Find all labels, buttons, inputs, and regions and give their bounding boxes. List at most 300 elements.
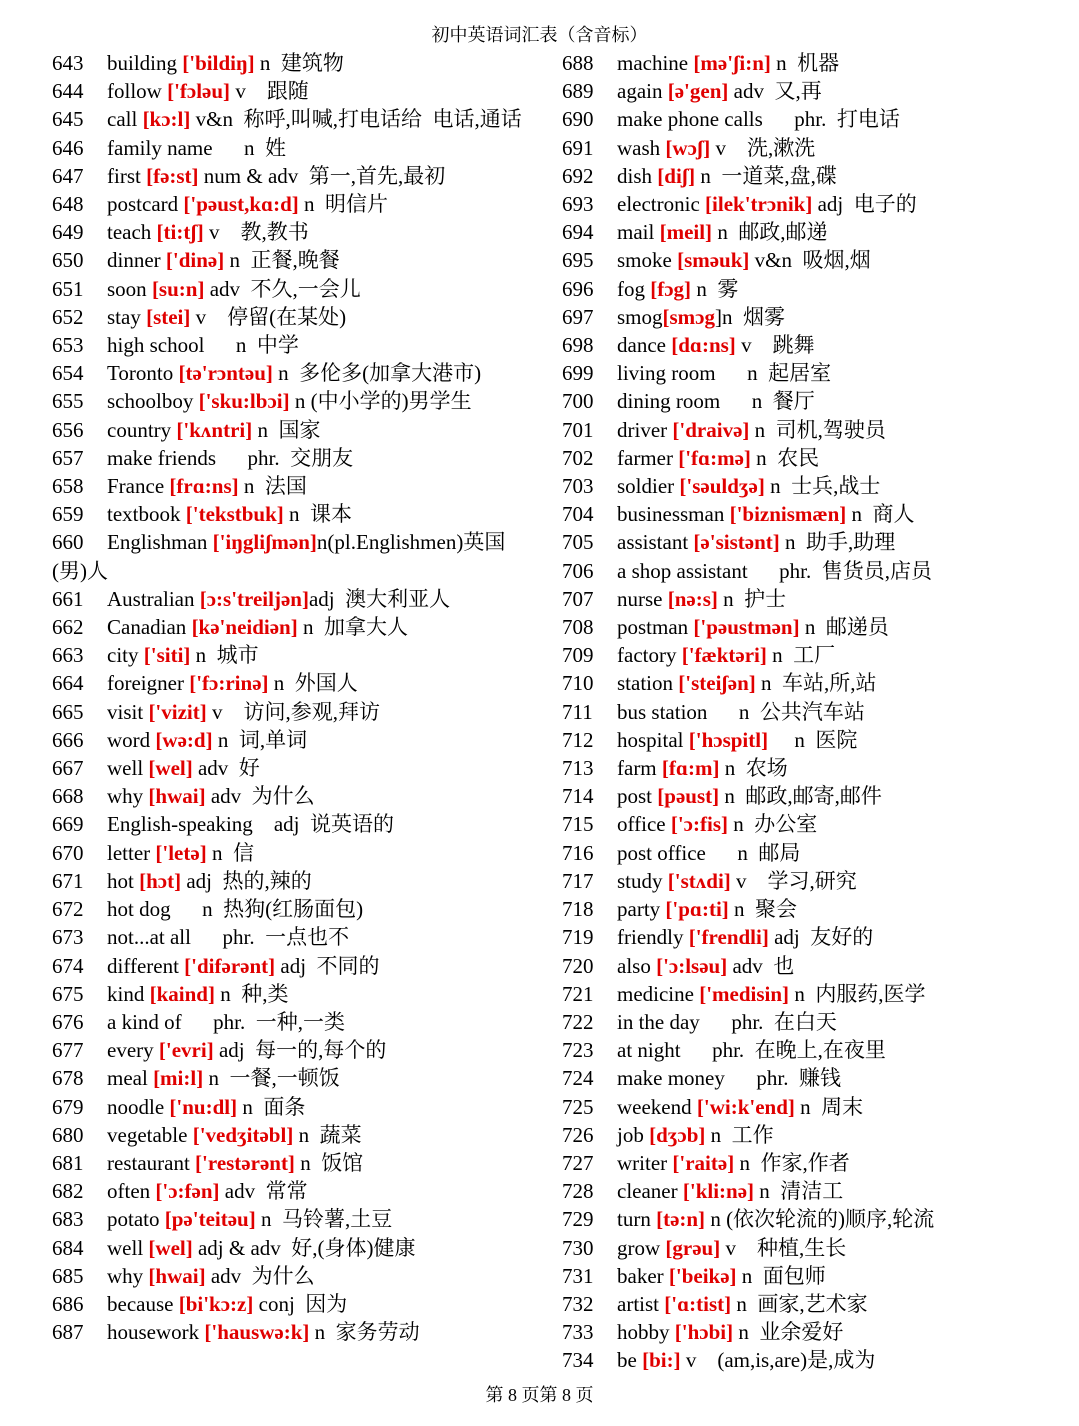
entry-phonetic: ['ɔ:lsəu] — [656, 953, 728, 978]
entry-word: factory — [617, 643, 682, 668]
entry-phonetic: ['steiʃən] — [678, 671, 756, 696]
entry-definition: n 工厂 — [766, 643, 836, 668]
entry-number: 701 — [562, 417, 594, 442]
entry-definition: n 车站,所,站 — [755, 671, 877, 696]
entry-word: every — [107, 1038, 159, 1063]
vocab-entry — [562, 1036, 1062, 1064]
entry-word: fog — [617, 276, 651, 301]
entry-phonetic: [ɔ:s'treiljən] — [199, 586, 309, 611]
vocab-entry — [52, 416, 532, 444]
entry-number: 662 — [52, 615, 84, 640]
entry-definition: phr. 赚钱 — [724, 1066, 841, 1091]
entry-number: 650 — [52, 248, 84, 273]
vocab-entry — [52, 134, 532, 162]
entry-definition: n 内服药,医学 — [789, 981, 926, 1006]
entry-word: artist — [617, 1291, 665, 1316]
vocab-entry — [52, 895, 532, 923]
entry-definition: n 饭馆 — [294, 1150, 364, 1175]
entry-definition: n 国家 — [252, 417, 321, 442]
entry-definition: adv 好 — [192, 756, 260, 781]
entry-number: 699 — [562, 361, 594, 386]
entry-definition: adj 说英语的 — [252, 812, 394, 837]
entry-phonetic: ['iŋgliʃmən] — [212, 530, 317, 555]
entry-definition: n 姓 — [212, 135, 287, 160]
vocab-entry — [562, 585, 1062, 613]
entry-word: not...at all — [107, 925, 191, 950]
entry-definition: n 多伦多(加拿大港市) — [272, 361, 482, 386]
entry-definition: phr. 在白天 — [699, 1009, 837, 1034]
entry-definition: n 蔬菜 — [293, 1122, 362, 1147]
entry-phonetic: [meil] — [659, 220, 713, 245]
entry-number: 716 — [562, 840, 594, 865]
entry-number: 681 — [52, 1150, 84, 1175]
entry-definition: num & adv 第一,首先,最初 — [198, 163, 446, 188]
entry-word: hot dog — [107, 897, 171, 922]
entry-phonetic: [tə:n] — [656, 1207, 706, 1232]
entry-phonetic: [ilek'trɔnik] — [705, 192, 813, 217]
entry-definition: n 画家,艺术家 — [731, 1291, 868, 1316]
vocab-entry — [562, 782, 1062, 810]
entry-word: well — [107, 756, 149, 781]
entry-number: 691 — [562, 135, 594, 160]
entry-number: 666 — [52, 727, 84, 752]
entry-number: 659 — [52, 502, 84, 527]
vocab-entry — [562, 246, 1062, 274]
vocab-entry — [562, 1234, 1062, 1262]
entry-definition: n 明信片 — [298, 192, 388, 217]
entry-number: 684 — [52, 1235, 84, 1260]
entry-phonetic: ['pəust,kɑ:d] — [183, 192, 299, 217]
entry-number: 664 — [52, 671, 84, 696]
entry-phonetic: [hwai] — [148, 1263, 206, 1288]
entry-phonetic: ['dinə] — [165, 248, 225, 273]
entry-number: 731 — [562, 1263, 594, 1288]
entry-number: 713 — [562, 756, 594, 781]
entry-number: 665 — [52, 699, 84, 724]
entry-number: 714 — [562, 784, 594, 809]
entry-definition: n 一餐,一顿饭 — [203, 1066, 340, 1091]
vocab-entry — [52, 1177, 532, 1205]
entry-word: study — [617, 868, 668, 893]
vocab-entry — [562, 331, 1062, 359]
entry-word: medicine — [617, 981, 700, 1006]
entry-definition: adj 每一的,每个的 — [213, 1038, 387, 1063]
vocab-entry — [52, 275, 532, 303]
vocab-entry — [52, 387, 532, 415]
entry-definition: v 跳舞 — [735, 333, 815, 358]
entry-phonetic: ['stʌdi] — [667, 868, 731, 893]
entry-definition: adj 不同的 — [275, 953, 380, 978]
entry-number: 696 — [562, 276, 594, 301]
vocab-entry — [52, 952, 532, 980]
entry-phonetic: [wel] — [148, 756, 193, 781]
entry-definition: ]n 烟雾 — [715, 304, 785, 329]
entry-phonetic: [fɔg] — [650, 276, 692, 301]
entry-word: well — [107, 1235, 149, 1260]
entry-word: Toronto — [107, 361, 179, 386]
entry-number: 682 — [52, 1179, 84, 1204]
entry-number: 711 — [562, 699, 593, 724]
entry-definition: n(pl.Englishmen)英国(男)人 — [52, 530, 506, 583]
entry-word: teach — [107, 220, 157, 245]
entry-word: again — [617, 79, 668, 104]
entry-number: 728 — [562, 1179, 594, 1204]
vocab-entry — [52, 1290, 532, 1318]
vocab-entry — [562, 613, 1062, 641]
entry-definition: v 跟随 — [230, 79, 309, 104]
entry-number: 673 — [52, 925, 84, 950]
entry-word: post — [617, 784, 658, 809]
entry-definition: adv 不久,一会儿 — [204, 276, 361, 301]
entry-number: 734 — [562, 1348, 594, 1373]
entry-number: 685 — [52, 1263, 84, 1288]
entry-number: 671 — [52, 868, 84, 893]
entry-definition: n 邮局 — [705, 840, 801, 865]
entry-definition: n 公共汽车站 — [707, 699, 865, 724]
entry-word: in the day — [617, 1009, 700, 1034]
entry-word: dance — [617, 333, 672, 358]
entry-phonetic: [dʒɔb] — [649, 1122, 706, 1147]
entry-definition: adj 澳大利亚人 — [308, 586, 451, 611]
entry-word: smoke — [617, 248, 678, 273]
page-header: 初中英语词汇表（含音标） — [431, 25, 648, 45]
entry-definition: n 护士 — [717, 586, 787, 611]
entry-phonetic: [pə'teitəu] — [164, 1207, 256, 1232]
entry-phonetic: ['sku:lbɔi] — [198, 389, 290, 414]
entry-phonetic: ['hauswə:k] — [204, 1320, 310, 1345]
vocab-entry — [52, 839, 532, 867]
entry-number: 695 — [562, 248, 594, 273]
entry-word: Australian — [107, 586, 200, 611]
entry-definition: n 雾 — [691, 276, 739, 301]
entry-definition: n 医院 — [768, 727, 858, 752]
vocab-entry — [562, 754, 1062, 782]
entry-word: driver — [617, 417, 673, 442]
entry-number: 694 — [562, 220, 594, 245]
entry-phonetic: ['ɔ:fən] — [155, 1179, 220, 1204]
entry-phonetic: [mə'ʃi:n] — [693, 51, 771, 75]
vocab-entry — [52, 105, 532, 133]
entry-number: 655 — [52, 389, 84, 414]
entry-definition: n (中小学的)男学生 — [289, 389, 472, 414]
entry-definition: n 邮递员 — [799, 615, 889, 640]
entry-phonetic: ['fɔ:rinə] — [189, 671, 269, 696]
vocab-entry — [562, 1177, 1062, 1205]
entry-phonetic: ['raitə] — [672, 1150, 735, 1175]
vocab-entry — [52, 303, 532, 331]
vocab-entry — [562, 810, 1062, 838]
entry-definition: n 建筑物 — [254, 51, 344, 75]
entry-word: friendly — [617, 925, 689, 950]
entry-number: 702 — [562, 445, 594, 470]
entry-definition: n 马铃薯,土豆 — [255, 1207, 393, 1232]
entry-definition: phr. 一种,一类 — [181, 1009, 345, 1034]
vocab-entry — [562, 416, 1062, 444]
entry-word: make phone calls — [617, 107, 763, 132]
entry-word: make money — [617, 1066, 725, 1091]
entry-word: restaurant — [107, 1150, 196, 1175]
vocab-entry — [52, 190, 532, 218]
entry-number: 652 — [52, 304, 84, 329]
entry-word: English-speaking — [107, 812, 253, 837]
entry-phonetic: ['fæktəri] — [681, 643, 767, 668]
vocab-entry — [562, 641, 1062, 669]
entry-phonetic: [diʃ] — [657, 163, 696, 188]
entry-phonetic: ['tekstbuk] — [185, 502, 284, 527]
entry-number: 688 — [562, 51, 594, 75]
entry-word: dinner — [107, 248, 166, 273]
entry-word: because — [107, 1291, 179, 1316]
entry-word: station — [617, 671, 679, 696]
entry-phonetic: ['hɔbi] — [674, 1320, 734, 1345]
entry-word: cleaner — [617, 1179, 683, 1204]
entry-number: 717 — [562, 868, 594, 893]
entry-number: 709 — [562, 643, 594, 668]
entry-word: family name — [107, 135, 213, 160]
vocab-entry — [562, 1093, 1062, 1121]
entry-word: smog — [617, 304, 663, 329]
vocab-entry — [562, 839, 1062, 867]
entry-number: 644 — [52, 79, 84, 104]
entry-phonetic: [fɑ:m] — [661, 756, 720, 781]
entry-number: 679 — [52, 1094, 84, 1119]
entry-definition: adj 友好的 — [768, 925, 874, 950]
vocab-entry — [52, 782, 532, 810]
entry-definition: v 教,教书 — [203, 220, 309, 245]
entry-number: 678 — [52, 1066, 84, 1091]
entry-word: often — [107, 1179, 156, 1204]
entry-word: dining room — [617, 389, 721, 414]
entry-number: 733 — [562, 1320, 594, 1345]
entry-number: 651 — [52, 276, 84, 301]
entry-definition: phr. 售货员,店员 — [747, 558, 932, 583]
vocab-entry — [52, 867, 532, 895]
entry-phonetic: ['kli:nə] — [682, 1179, 755, 1204]
entry-phonetic: [pəust] — [657, 784, 720, 809]
vocab-entry — [52, 472, 532, 500]
vocab-entry — [562, 190, 1062, 218]
entry-word: Englishman — [107, 530, 213, 555]
entry-word: be — [617, 1348, 643, 1373]
entry-word: Canadian — [107, 615, 192, 640]
entry-number: 719 — [562, 925, 594, 950]
vocab-entry — [52, 1234, 532, 1262]
entry-definition: n 士兵,战士 — [764, 474, 881, 499]
entry-phonetic: [smɔg — [662, 304, 715, 329]
entry-word: why — [107, 1263, 149, 1288]
entry-number: 704 — [562, 502, 594, 527]
vocab-entry — [562, 1262, 1062, 1290]
entry-word: nurse — [617, 586, 668, 611]
entry-number: 668 — [52, 784, 84, 809]
entry-definition: n 种,类 — [214, 981, 289, 1006]
vocab-entry — [562, 528, 1062, 556]
vocab-entry — [562, 923, 1062, 951]
vocab-entry — [562, 867, 1062, 895]
entry-number: 677 — [52, 1038, 84, 1063]
entry-word: also — [617, 953, 657, 978]
entry-word: hot — [107, 868, 140, 893]
entry-word: schoolboy — [107, 389, 199, 414]
entry-definition: n 餐厅 — [720, 389, 815, 414]
entry-phonetic: ['biznismæn] — [729, 502, 847, 527]
entry-definition: n 一道菜,盘,碟 — [695, 163, 837, 188]
entry-word: turn — [617, 1207, 657, 1232]
vocab-entry — [562, 895, 1062, 923]
entry-phonetic: ['ɔ:fis] — [670, 812, 728, 837]
entry-word: letter — [107, 840, 156, 865]
entry-number: 657 — [52, 445, 84, 470]
vocab-entry — [52, 1149, 532, 1177]
entry-phonetic: [fə:st] — [146, 163, 199, 188]
entry-word: soldier — [617, 474, 680, 499]
entry-number: 729 — [562, 1207, 594, 1232]
entry-word: at night — [617, 1038, 681, 1063]
entry-definition: n 助手,助理 — [779, 530, 896, 555]
entry-number: 725 — [562, 1094, 594, 1119]
entry-word: France — [107, 474, 170, 499]
vocab-entry — [52, 1093, 532, 1121]
vocab-entry — [562, 49, 1062, 77]
entry-number: 645 — [52, 107, 84, 132]
entry-phonetic: ['pəustmən] — [693, 615, 800, 640]
entry-definition: n 农民 — [750, 445, 820, 470]
entry-definition: n 聚会 — [728, 897, 798, 922]
entry-word: follow — [107, 79, 168, 104]
vocab-entry — [52, 1008, 532, 1036]
entry-number: 646 — [52, 135, 84, 160]
entry-definition: phr. 一点也不 — [190, 925, 350, 950]
entry-word: a shop assistant — [617, 558, 748, 583]
entry-definition: n 农场 — [719, 756, 788, 781]
entry-word: postman — [617, 615, 694, 640]
entry-number: 654 — [52, 361, 84, 386]
entry-definition: n 信 — [206, 840, 254, 865]
entry-number: 718 — [562, 897, 594, 922]
entry-phonetic: ['restərənt] — [195, 1150, 295, 1175]
entry-word: electronic — [617, 192, 706, 217]
entry-word: grow — [617, 1235, 666, 1260]
entry-phonetic: [wə:d] — [155, 727, 213, 752]
entry-word: high school — [107, 333, 205, 358]
entry-definition: v (am,is,are)是,成为 — [680, 1348, 876, 1373]
entry-word: make friends — [107, 445, 217, 470]
entry-number: 669 — [52, 812, 84, 837]
entry-number: 675 — [52, 981, 84, 1006]
entry-number: 658 — [52, 474, 84, 499]
entry-word: soon — [107, 276, 152, 301]
vocab-entry — [52, 331, 532, 359]
vocab-entry — [52, 1205, 532, 1233]
entry-phonetic: ['bildiŋ] — [182, 51, 255, 75]
entry-number: 730 — [562, 1235, 594, 1260]
entry-definition: v 访问,参观,拜访 — [206, 699, 380, 724]
entry-phonetic: [wɔʃ] — [665, 135, 711, 160]
entry-definition: n 业余爱好 — [733, 1320, 844, 1345]
entry-phonetic: ['hɔspitl] — [688, 727, 769, 752]
entry-word: mail — [617, 220, 660, 245]
entry-phonetic: ['difərənt] — [184, 953, 276, 978]
entry-definition: adv 为什么 — [205, 784, 315, 809]
entry-number: 727 — [562, 1150, 594, 1175]
entry-definition: v 种植,生长 — [720, 1235, 847, 1260]
entry-phonetic: [ə'sistənt] — [693, 530, 780, 555]
entry-definition: n 正餐,晚餐 — [224, 248, 340, 273]
entry-definition: n 中学 — [204, 333, 299, 358]
entry-phonetic: [mi:l] — [153, 1066, 204, 1091]
entry-phonetic: ['medisin] — [699, 981, 790, 1006]
entry-word: bus station — [617, 699, 708, 724]
entry-word: visit — [107, 699, 149, 724]
entry-word: noodle — [107, 1094, 170, 1119]
entry-number: 721 — [562, 981, 594, 1006]
vocab-entry — [52, 669, 532, 697]
entry-number: 707 — [562, 586, 594, 611]
vocab-entry — [562, 1205, 1062, 1233]
entry-phonetic: ['kʌntri] — [176, 417, 253, 442]
entry-phonetic: [grəu] — [665, 1235, 721, 1260]
entry-phonetic: [bi'kɔ:z] — [178, 1291, 254, 1316]
vocab-entry — [52, 1121, 532, 1149]
vocab-entry — [52, 754, 532, 782]
entry-word: building — [107, 51, 183, 75]
entry-number: 723 — [562, 1038, 594, 1063]
vocab-entry — [562, 303, 1062, 331]
entry-definition: n 家务劳动 — [309, 1320, 420, 1345]
entry-phonetic: ['frendli] — [688, 925, 769, 950]
vocab-entry — [562, 275, 1062, 303]
entry-definition: n 工作 — [705, 1122, 774, 1147]
entry-word: city — [107, 643, 144, 668]
entry-number: 663 — [52, 643, 84, 668]
vocab-entry — [52, 444, 532, 472]
entry-phonetic: [dɑ:ns] — [671, 333, 736, 358]
entry-definition: n 邮政,邮寄,邮件 — [719, 784, 882, 809]
entry-number: 708 — [562, 615, 594, 640]
entry-phonetic: [nə:s] — [667, 586, 718, 611]
entry-number: 687 — [52, 1320, 84, 1345]
entry-word: country — [107, 417, 177, 442]
vocab-entry — [52, 162, 532, 190]
entry-definition: n (依次轮流的)顺序,轮流 — [705, 1207, 935, 1232]
entry-word: kind — [107, 981, 150, 1006]
entry-number: 661 — [52, 586, 84, 611]
entry-number: 653 — [52, 333, 84, 358]
entry-number: 648 — [52, 192, 84, 217]
vocab-entry — [52, 698, 532, 726]
entry-number: 722 — [562, 1009, 594, 1034]
entry-number: 680 — [52, 1122, 84, 1147]
vocab-entry — [562, 472, 1062, 500]
entry-number: 710 — [562, 671, 594, 696]
vocab-entry — [52, 726, 532, 754]
vocab-entry — [52, 218, 532, 246]
vocab-entry — [52, 359, 532, 387]
entry-word: machine — [617, 51, 694, 75]
entry-word: potato — [107, 1207, 165, 1232]
entry-number: 674 — [52, 953, 84, 978]
vocab-entry — [52, 1036, 532, 1064]
vocab-entry — [562, 500, 1062, 528]
entry-number: 656 — [52, 417, 84, 442]
entry-word: stay — [107, 304, 147, 329]
entry-definition: n 办公室 — [727, 812, 818, 837]
entry-number: 700 — [562, 389, 594, 414]
entry-phonetic: [tə'rɔntəu] — [178, 361, 273, 386]
entry-word: word — [107, 727, 156, 752]
entry-definition: phr. 打电话 — [762, 107, 900, 132]
entry-word: hospital — [617, 727, 689, 752]
